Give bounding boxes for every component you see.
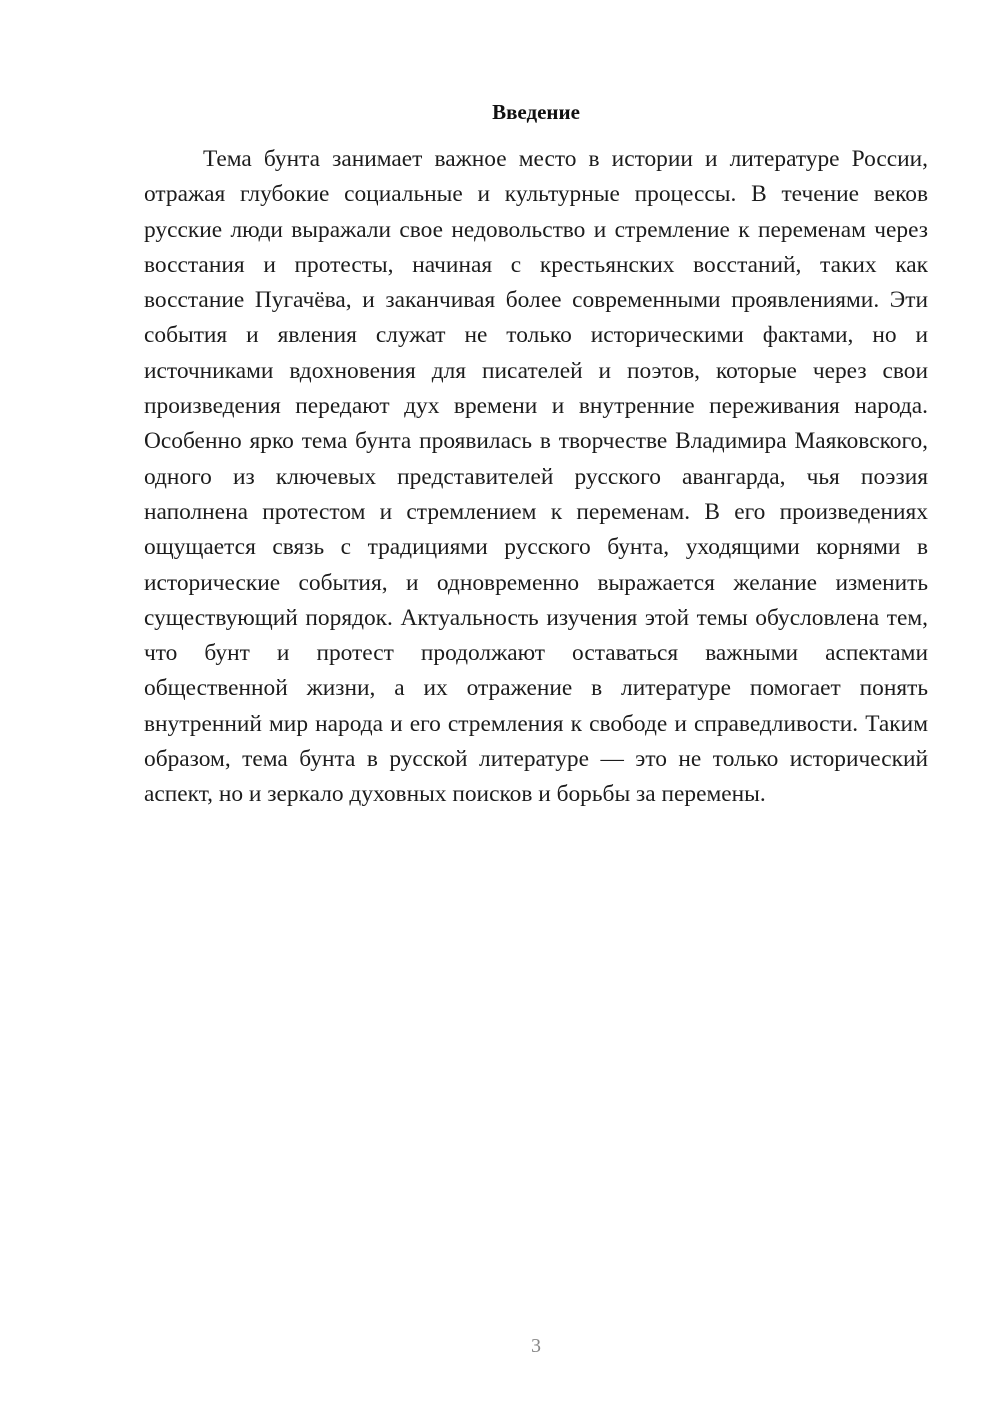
page-number: 3: [531, 1335, 541, 1357]
body-paragraph: Тема бунта занимает важное место в истории и литературе России, отражая глубокие социальные и культурные процессы. В течение веков русские люди выражали свое недовольство и стремление к переменам через восстания и протесты, начиная с крестьянских восстаний, таких как восстание Пугачёва, и заканчивая более современными проявлениями. Эти события и явления служат не только историческими фактами, но и источниками вдохновения для писателей и поэтов, которые через свои произведения передают дух времени и внутренние переживания народа. Особенно ярко тема бунта проявилась в творчестве Владимира Маяковского, одного из ключевых представителей русского авангарда, чья поэзия наполнена протестом и стремлением к переменам. В его произведениях ощущается связь с традициями русского бунта, уходящими корнями в исторические события, и одновременно выражается желание изменить существующий порядок. Актуальность изучения этой темы обусловлена тем, что бунт и протест продолжают оставаться важными аспектами общественной жизни, а их отражение в литературе помогает понять внутренний мир народа и его стремления к свободе и справедливости. Таким образом, тема бунта в русской литературе — это не только исторический аспект, но и зеркало духовных поисков и борьбы за перемены.: [144, 146, 928, 808]
section-heading: Введение: [492, 100, 580, 124]
